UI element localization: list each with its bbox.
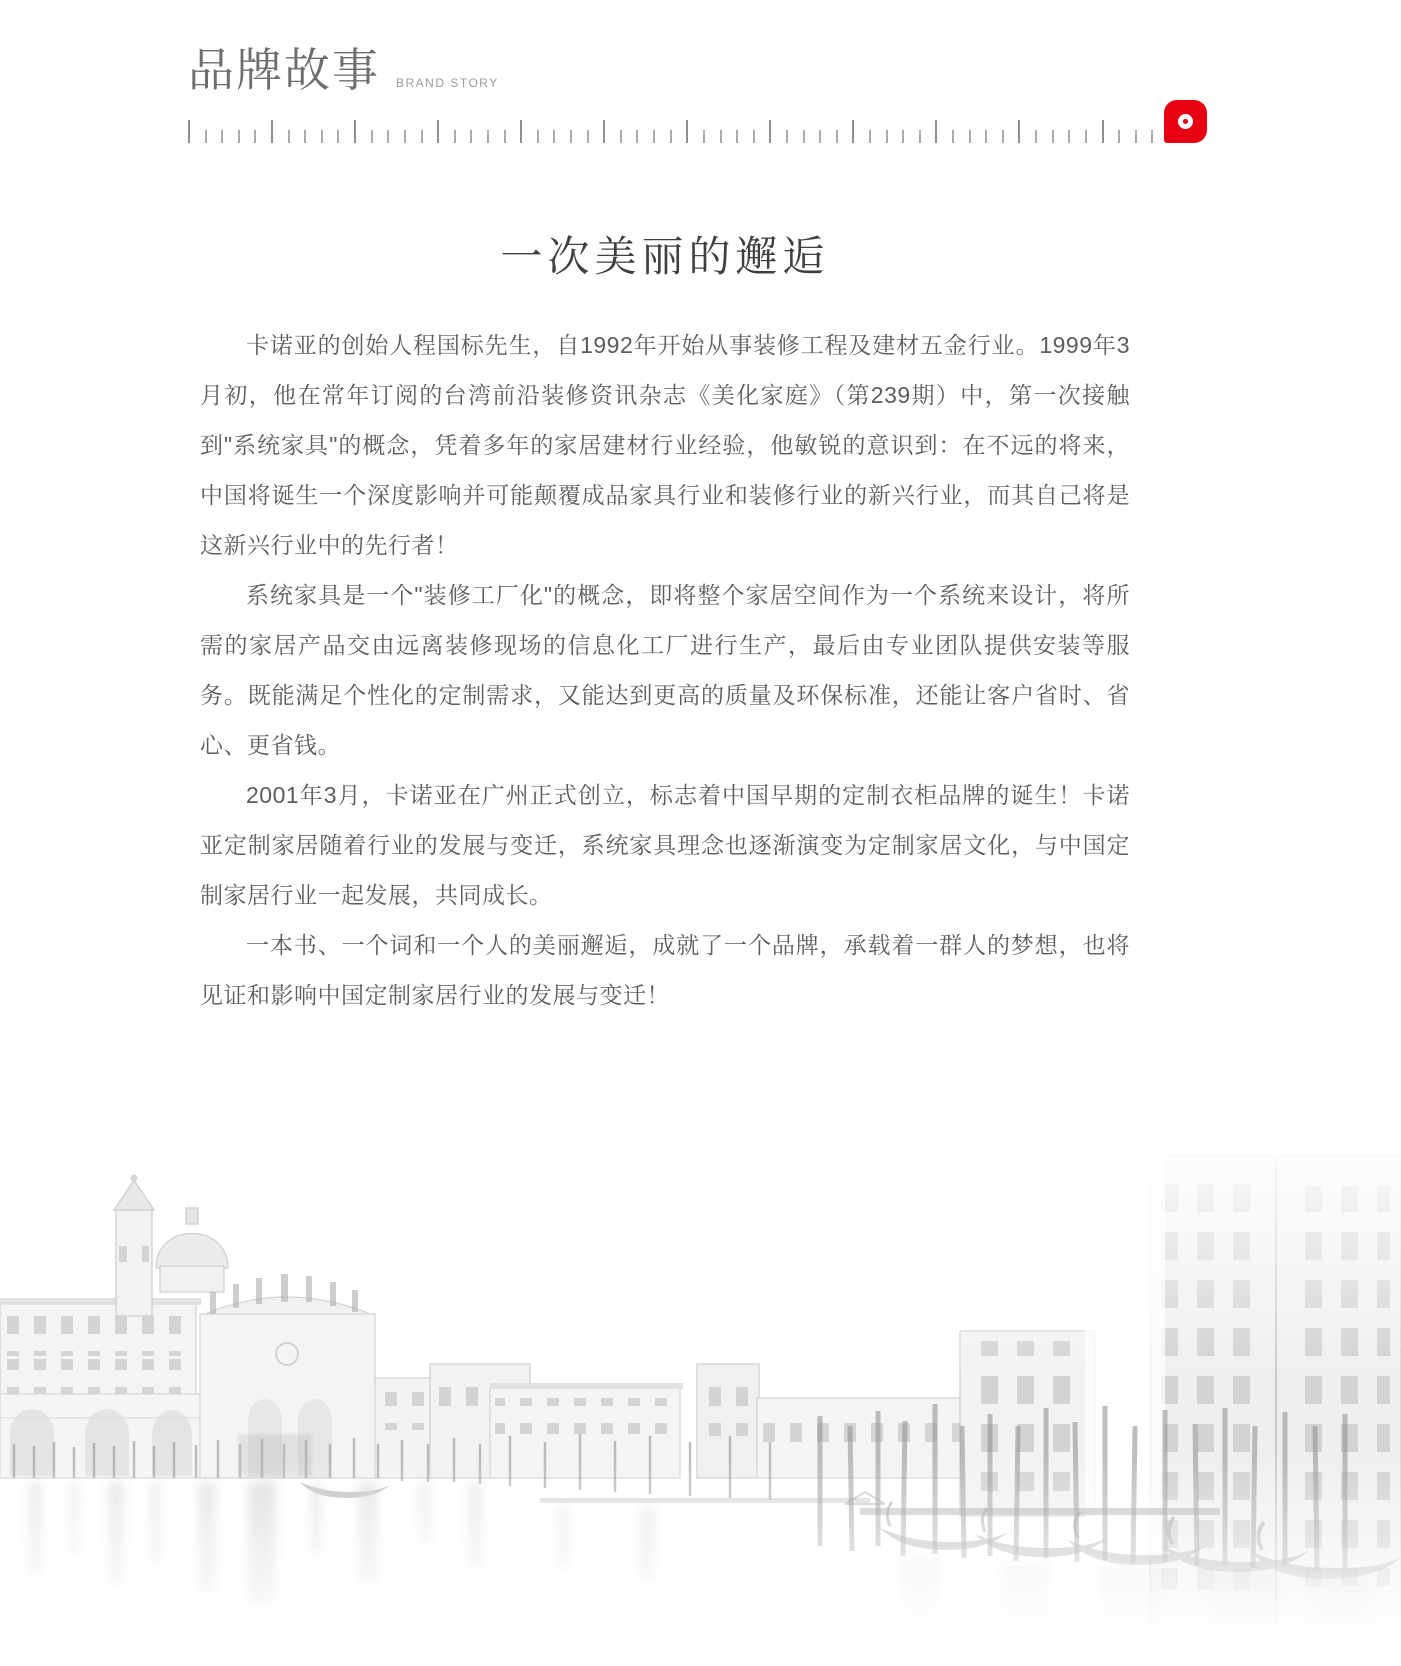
ruler-minor-tick [321, 130, 323, 143]
venice-svg [0, 1126, 1401, 1666]
ruler-minor-tick [288, 130, 290, 143]
ruler-minor-tick [985, 130, 987, 143]
venice-scene [0, 1126, 1401, 1666]
ruler-minor-tick [537, 130, 539, 143]
ruler-minor-tick [454, 130, 456, 143]
ruler-minor-tick [553, 130, 555, 143]
ruler-minor-tick [836, 130, 838, 143]
ruler-minor-tick [1085, 130, 1087, 143]
ruler-minor-tick [254, 130, 256, 143]
ruler-minor-tick [387, 130, 389, 143]
page-title: 品牌故事 [188, 44, 380, 96]
ring-icon [1178, 114, 1193, 129]
ruler-major-tick [437, 120, 439, 143]
ruler-major-tick [935, 120, 937, 143]
ruler-minor-tick [720, 130, 722, 143]
top-right-fade [900, 1126, 1401, 1376]
ruler-minor-tick [869, 130, 871, 143]
ruler-minor-tick [886, 130, 888, 143]
ruler-major-tick [1018, 120, 1020, 143]
ruler-major-tick [271, 120, 273, 143]
ruler-minor-tick [703, 130, 705, 143]
ruler-minor-tick [337, 130, 339, 143]
ruler-minor-tick [504, 130, 506, 143]
ruler-minor-tick [1052, 130, 1054, 143]
ruler-minor-tick [636, 130, 638, 143]
ruler-minor-tick [1002, 130, 1004, 143]
ruler-major-tick [1102, 120, 1104, 143]
ruler-minor-tick [221, 130, 223, 143]
ruler-minor-tick [670, 130, 672, 143]
ruler-minor-tick [570, 130, 572, 143]
venice-canal-sketch-illustration [0, 1126, 1401, 1666]
bottom-water-fade [0, 1456, 1401, 1666]
page-header [188, 44, 499, 97]
ruler-minor-tick [736, 130, 738, 143]
ruler-major-tick [769, 120, 771, 143]
ruler-minor-tick [470, 130, 472, 143]
ruler-minor-tick [404, 130, 406, 143]
ruler-minor-tick [653, 130, 655, 143]
ruler-minor-tick [803, 130, 805, 143]
ruler-minor-tick [1068, 130, 1070, 143]
red-badge-ring-icon [1164, 100, 1207, 143]
ruler-minor-tick [1151, 130, 1153, 143]
ruler-minor-tick [205, 130, 207, 143]
article-paragraph: 2001年3月，卡诺亚在广州正式创立，标志着中国早期的定制衣柜品牌的诞生！卡诺亚定制家居随着行业的发展与变迁，系统家具理念也逐渐演变为定制家居文化，与中国定制家居行业一起发展，共同成长。 [200, 782, 1130, 908]
ruler-minor-tick [952, 130, 954, 143]
ruler-minor-tick [919, 130, 921, 143]
ruler-minor-tick [304, 130, 306, 143]
ruler-major-tick [520, 120, 522, 143]
ruler-major-tick [188, 120, 190, 143]
ruler-minor-tick [902, 130, 904, 143]
page-subtitle: BRAND STORY [396, 75, 499, 90]
ruler-minor-tick [1035, 130, 1037, 143]
ruler-minor-tick [786, 130, 788, 143]
ruler-minor-tick [819, 130, 821, 143]
ruler-minor-tick [238, 130, 240, 143]
article-paragraph: 一本书、一个词和一个人的美丽邂逅，成就了一个品牌，承载着一群人的梦想，也将见证和影响中国定制家居行业的发展与变迁！ [200, 932, 1130, 1008]
ruler-minor-tick [620, 130, 622, 143]
article-paragraph: 卡诺亚的创始人程国标先生，自1992年开始从事装修工程及建材五金行业。1999年3月初，他在常年订阅的台湾前沿装修资讯杂志《美化家庭》（第239期）中，第一次接触到"系统家具"的概念，凭着多年的家居建材行业经验，他敏锐的意识到：在不远的将来，中国将诞生一个深度影响并可能颠覆成品家具行业和装修行业的新兴行业，而其自己将是这新兴行业中的先行者！ [200, 332, 1130, 558]
ruler-minor-tick [487, 130, 489, 143]
ruler-minor-tick [1118, 130, 1120, 143]
article-heading: 一次美丽的邂逅 [500, 233, 830, 280]
ruler-major-tick [686, 120, 688, 143]
ruler-minor-tick [421, 130, 423, 143]
article-paragraphs [200, 320, 1130, 1020]
ruler-minor-tick [753, 130, 755, 143]
ruler-ticks-divider [188, 120, 1154, 143]
ruler-major-tick [603, 120, 605, 143]
ruler-major-tick [852, 120, 854, 143]
ruler-minor-tick [371, 130, 373, 143]
ruler-minor-tick [1135, 130, 1137, 143]
article-paragraph: 系统家具是一个"装修工厂化"的概念，即将整个家居空间作为一个系统来设计，将所需的家居产品交由远离装修现场的信息化工厂进行生产，最后由专业团队提供安装等服务。既能满足个性化的定制需求，又能达到更高的质量及环保标准，还能让客户省时、省心、更省钱。 [200, 582, 1130, 758]
ruler-minor-tick [587, 130, 589, 143]
ruler-major-tick [354, 120, 356, 143]
ruler-minor-tick [969, 130, 971, 143]
